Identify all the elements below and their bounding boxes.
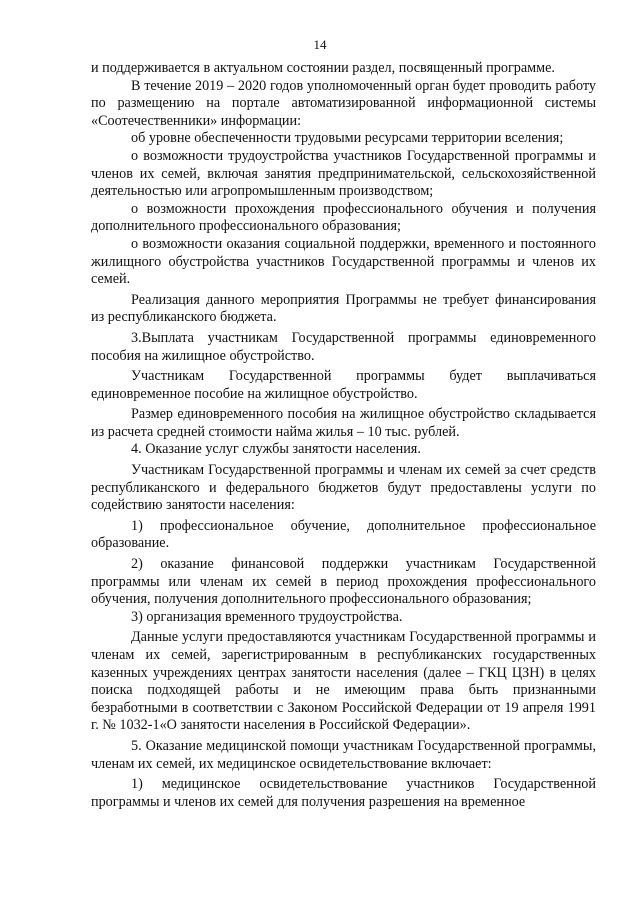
paragraph-housing-allowance: Участникам Государственной программы будет выплачиваться единовременное пособие на жилищное обустройство. — [91, 368, 596, 402]
list-item-training: о возможности прохождения профессионального обучения и получения дополнительного профессионального образования; — [91, 200, 596, 235]
paragraph-employment-services: Участникам Государственной программы и членам их семей за счет средств республиканского и федерального бюджетов будут предоставлены услуги по содействию занятости населения: — [91, 462, 596, 514]
list-item-social-support: о возможности оказания социальной поддержки, временного и постоянного жилищного обустройства участников Государственной программы и членов их семей. — [91, 235, 596, 288]
list-item-labor-resources: об уровне обеспеченности трудовыми ресурсами территории вселения; — [131, 130, 564, 147]
document-body — [91, 60, 596, 811]
paragraph-service-eligibility: Данные услуги предоставляются участникам Государственной программы и членам их семей, зарегистрированным в республиканских государственных казенных учреждениях центрах занятости населения (далее – ГКЦ ЦЗН) в целях поиска подходящей работы и не имеющим права быть признанными безработными в соответствии с Законом Российской Федерации от 19 апреля 1991 г. № 1032-1«О занятости населения в Российской Федерации». — [91, 629, 596, 734]
section-heading-medical-care: 5. Оказание медицинской помощи участникам Государственной программы, членам их семей, их медицинское освидетельствование включает: — [91, 737, 596, 772]
paragraph-allowance-amount: Размер единовременного пособия на жилищное обустройство складывается из расчета средней стоимости найма жилья – 10 тыс. рублей. — [91, 406, 596, 440]
list-item-temporary-employment: 3) организация временного трудоустройства. — [131, 608, 403, 625]
list-item-professional-training: 1) профессиональное обучение, дополнительное профессиональное образование. — [91, 517, 596, 552]
section-heading-housing-allowance: 3.Выплата участникам Государственной программы единовременного пособия на жилищное обустройство. — [91, 329, 596, 364]
section-heading-employment-services: 4. Оказание услуг службы занятости населения. — [131, 441, 421, 458]
paragraph-continuation: и поддерживается в актуальном состоянии раздел, посвященный программе. — [91, 60, 555, 76]
list-item-financial-support: 2) оказание финансовой поддержки участникам Государственной программы или членам их семей в период прохождения профессионального обучения, получения дополнительного профессионального образования; — [91, 556, 596, 608]
list-item-medical-examination: 1) медицинское освидетельствование участников Государственной программы и членов их семей для получения разрешения на временное — [91, 776, 596, 810]
paragraph-funding: Реализация данного мероприятия Программы не требует финансирования из республиканского бюджета. — [91, 291, 596, 326]
list-item-employment: о возможности трудоустройства участников Государственной программы и членов их семей, включая занятия предпринимательской, сельскохозяйственной деятельностью или агропромышленным производством; — [91, 147, 596, 200]
paragraph-portal-info: В течение 2019 – 2020 годов уполномоченный орган будет проводить работу по размещению на портале автоматизированной информационной системы «Соотечественники» информации: — [91, 77, 596, 129]
page-number: 14 — [313, 37, 327, 52]
